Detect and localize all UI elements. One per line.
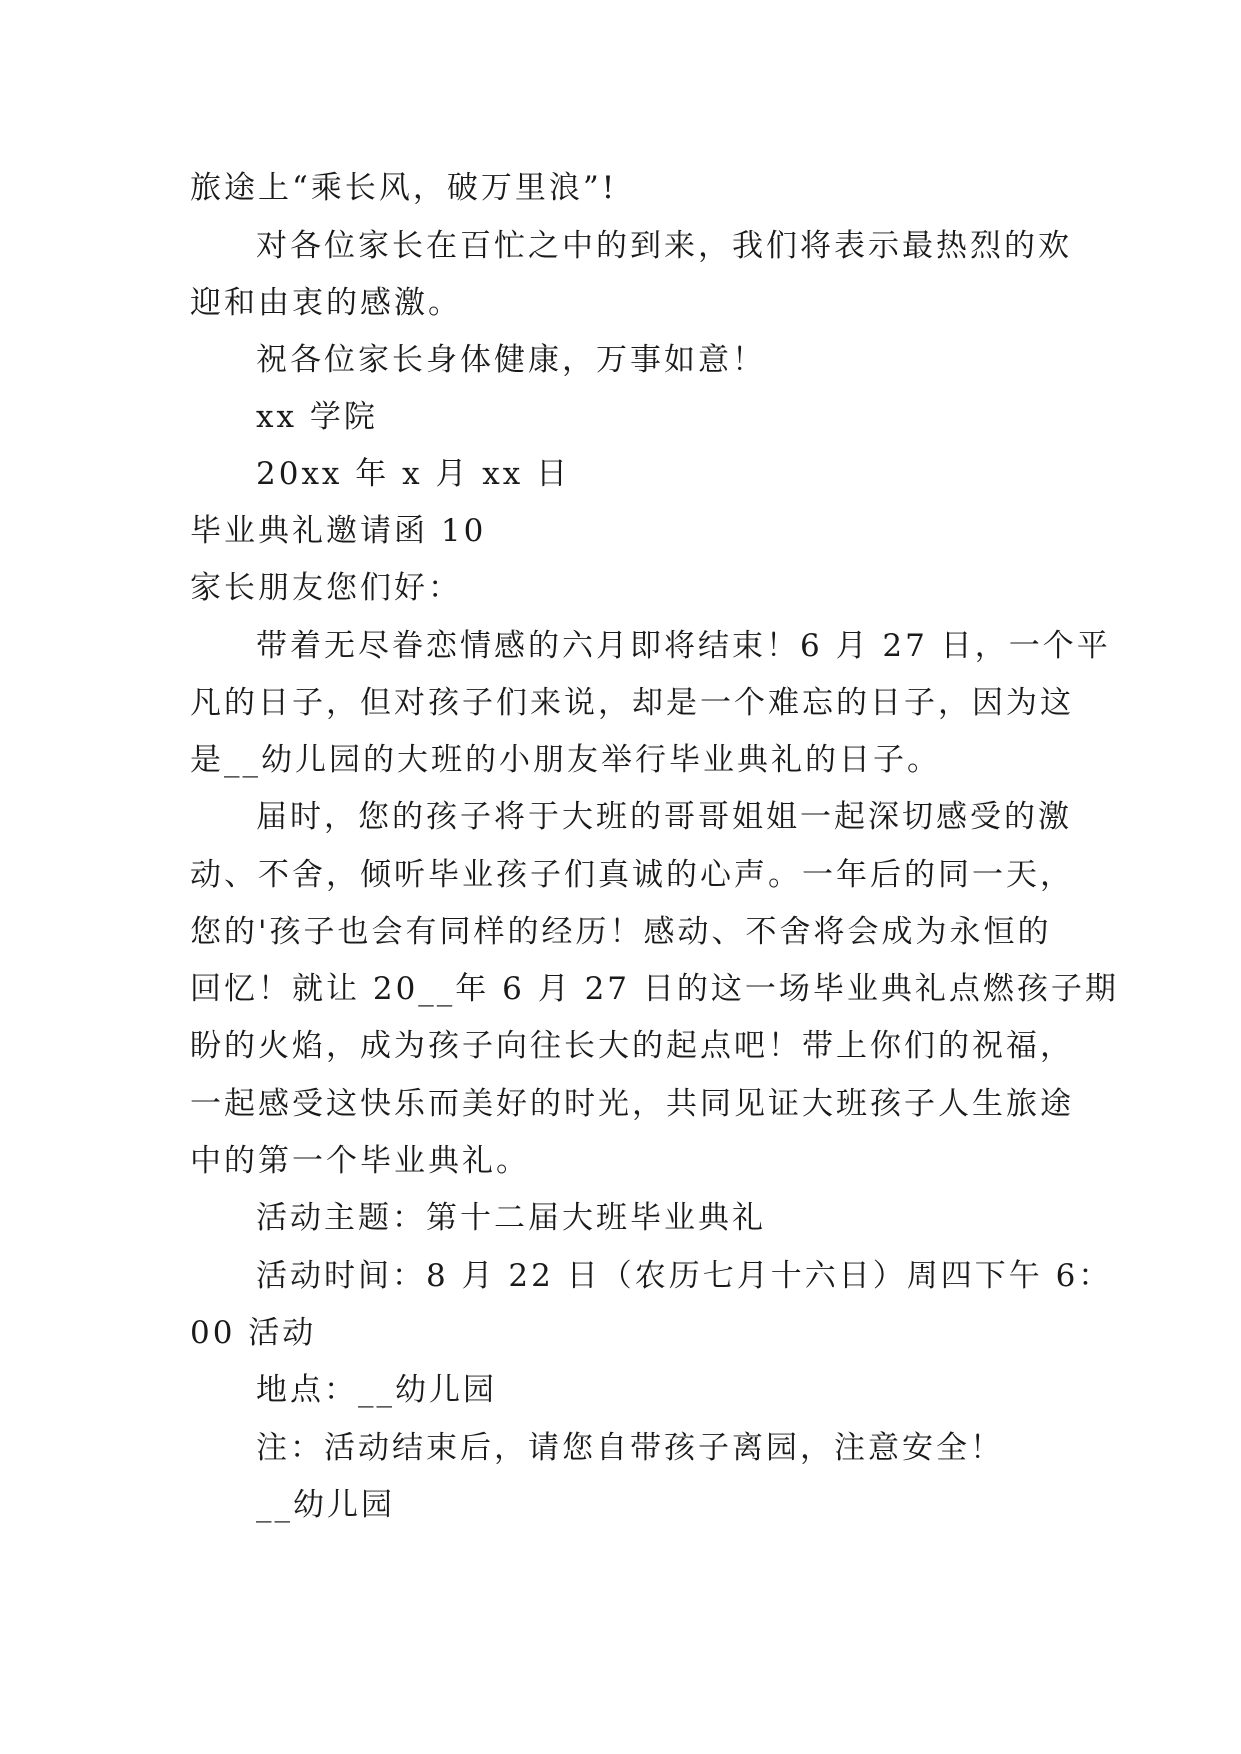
paragraph-intro-line-1: 带着无尽眷恋情感的六月即将结束！6 月 27 日，一个平: [256, 628, 1111, 664]
paragraph-body-line-5: 盼的火焰，成为孩子向往长大的起点吧！带上你们的祝福，: [190, 1028, 1074, 1064]
paragraph-body-line-6: 一起感受这快乐而美好的时光，共同见证大班孩子人生旅途: [190, 1086, 1074, 1122]
signature-kindergarten: __幼儿园: [256, 1487, 395, 1523]
salutation: 家长朋友您们好：: [190, 570, 462, 606]
paragraph-body-line-3: 您的'孩子也会有同样的经历！感动、不舍将会成为永恒的: [190, 914, 1052, 950]
text-line-3: 迎和由衷的感激。: [190, 285, 462, 321]
signature-institution: xx 学院: [256, 399, 378, 435]
paragraph-welcome: 对各位家长在百忙之中的到来，我们将表示最热烈的欢: [256, 228, 1072, 264]
text-line-1: 旅途上“乘长风，破万里浪”!: [190, 170, 618, 206]
activity-theme: 活动主题：第十二届大班毕业典礼: [256, 1200, 766, 1236]
signature-date: 20xx 年 x 月 xx 日: [256, 456, 571, 492]
paragraph-body-line-4: 回忆！就让 20__年 6 月 27 日的这一场毕业典礼点燃孩子期: [190, 971, 1119, 1007]
paragraph-intro-line-2: 凡的日子，但对孩子们来说，却是一个难忘的日子，因为这: [190, 685, 1074, 721]
paragraph-wishes: 祝各位家长身体健康，万事如意！: [256, 342, 766, 378]
activity-note: 注：活动结束后，请您自带孩子离园，注意安全！: [256, 1430, 1004, 1466]
activity-location: 地点：__幼儿园: [256, 1372, 497, 1408]
paragraph-body-line-7: 中的第一个毕业典礼。: [190, 1143, 530, 1179]
paragraph-intro-line-3: 是__幼儿园的大班的小朋友举行毕业典礼的日子。: [190, 742, 941, 778]
section-heading: 毕业典礼邀请函 10: [190, 513, 487, 549]
paragraph-body-line-2: 动、不舍，倾听毕业孩子们真诚的心声。一年后的同一天，: [190, 857, 1074, 893]
activity-time-line-2: 00 活动: [190, 1315, 317, 1351]
activity-time-line-1: 活动时间：8 月 22 日（农历七月十六日）周四下午 6：: [256, 1258, 1113, 1294]
paragraph-body-line-1: 届时，您的孩子将于大班的哥哥姐姐一起深切感受的激: [256, 799, 1072, 835]
